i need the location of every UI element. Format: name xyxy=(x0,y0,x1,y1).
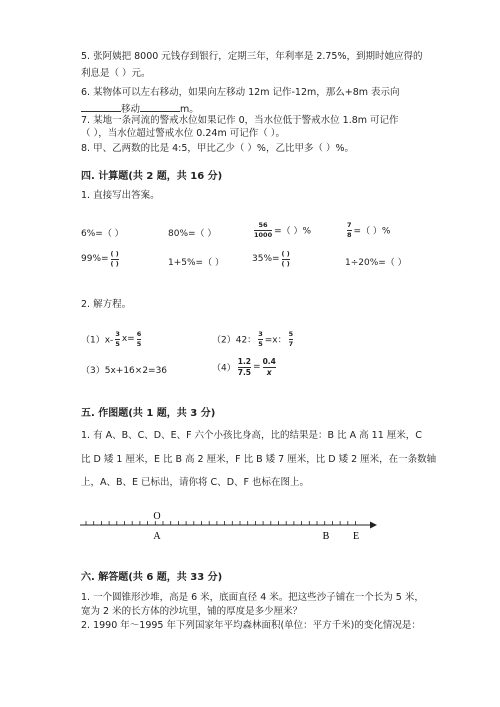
axis-label-E: E xyxy=(352,531,360,542)
calc-r1-c3: $\frac{56}{1000}$ =（ ）% xyxy=(254,221,312,239)
section6-q1-line2: 宽为 2 米的长方体的沙坑里，铺的厚度是多少厘米？ xyxy=(81,606,303,617)
calc-r2-c4: 1÷20%=（ ） xyxy=(345,258,407,268)
q6-blank-direction[interactable] xyxy=(81,111,121,112)
q6-move-label: 移动 xyxy=(121,104,141,115)
equation-3: （3）5x+16×2=36 xyxy=(81,366,168,376)
q5-line2: 利息是（ ）元。 xyxy=(81,68,151,79)
fraction-3-5: $\frac{3}{5}$ xyxy=(115,330,120,348)
axis-label-origin: O xyxy=(153,511,161,522)
q7-line1: 7. 某地一条河流的警戒水位如果记作 0，当水位低于警戒水位 1.8m 可记作 xyxy=(81,115,399,126)
calc-r2-c3: 35%= $\frac{( )}{( )}$ xyxy=(252,250,290,268)
fraction-56-1000: $\frac{56}{1000}$ xyxy=(254,221,273,239)
section5-title: 五. 作图题(共 1 题，共 3 分) xyxy=(81,408,216,419)
section4-q2: 2. 解方程。 xyxy=(81,299,132,310)
q7-line2: （ ），当水位超过警戒水位 0.24m 可记作（ ）。 xyxy=(81,128,285,139)
number-line-ticks xyxy=(86,521,356,525)
arrow-right-icon xyxy=(370,522,377,529)
fraction-6-5: $\frac{6}{5}$ xyxy=(136,330,142,348)
section4-title: 四. 计算题(共 2 题，共 16 分) xyxy=(81,171,223,182)
calc-r1-c4: $\frac{7}{8}$ =（ ）% xyxy=(347,221,391,239)
section6-q2: 2. 1990 年～1995 年下列国家年平均森林面积(单位：平方千米)的变化情况是： xyxy=(81,620,421,631)
fraction-0.4-x: $\frac{0.4}{x}$ xyxy=(262,357,276,377)
fraction-5-7: $\frac{5}{7}$ xyxy=(288,330,294,348)
q6-unit: m。 xyxy=(180,104,199,115)
fraction-3-5: $\frac{3}{5}$ xyxy=(258,330,263,348)
section5-q1-line3: 上，A、B、E 已标出，请你将 C、D、F 也标在图上。 xyxy=(81,477,309,488)
section4-q1: 1. 直接写出答案。 xyxy=(81,190,160,201)
fraction-blank: $\frac{( )}{( )}$ xyxy=(110,250,119,268)
section6-q1-line1: 1. 一个圆锥形沙堆，高是 6 米，底面直径 4 米。把这些沙子铺在一个长为 5 米， xyxy=(81,592,424,603)
calc-r2-c2: 1+5%=（ ） xyxy=(168,258,224,268)
calc-r2-c1: 99%= $\frac{( )}{( )}$ xyxy=(81,250,119,268)
axis-label-A: A xyxy=(153,531,161,542)
section6-title: 六. 解答题(共 6 题，共 33 分) xyxy=(81,572,223,583)
calc-r1-c1: 6%=（ ） xyxy=(81,229,124,239)
axis-label-B: B xyxy=(322,531,330,542)
equation-4: （4） $\frac{1.2}{7.5}$ = $\frac{0.4}{x}$ xyxy=(212,357,276,377)
number-line xyxy=(0,500,500,545)
fraction-blank: $\frac{( )}{( )}$ xyxy=(281,250,290,268)
q8-line: 8. 甲、乙两数的比是 4:5，甲比乙少（ ）%，乙比甲多（ ）%。 xyxy=(81,143,354,154)
equation-1: （1）x- $\frac{3}{5}$ x= $\frac{6}{5}$ xyxy=(81,330,142,348)
fraction-7-8: $\frac{7}{8}$ xyxy=(347,221,352,239)
section5-q1-line2: 比 D 矮 1 厘米，E 比 B 高 2 厘米，F 比 B 矮 7 厘米，比 D 矮 2 厘米，在一条数轴 xyxy=(81,454,437,465)
equation-2: （2）42： $\frac{3}{5}$ =x： $\frac{5}{7}$ xyxy=(212,330,294,348)
q6-line1: 6. 某物体可以左右移动，如果向左移动 12m 记作-12m，那么+8m 表示向 xyxy=(81,87,400,98)
q6-blank-distance[interactable] xyxy=(140,111,180,112)
q5-line1: 5. 张阿姨把 8000 元钱存到银行，定期三年，年利率是 2.75%，到期时她应得的 xyxy=(81,51,423,62)
section5-q1-line1: 1. 有 A、B、C、D、E、F 六个小孩比身高，比的结果是：B 比 A 高 11 厘米，C xyxy=(81,430,422,441)
calc-r1-c2: 80%=（ ） xyxy=(168,229,217,239)
fraction-1.2-7.5: $\frac{1.2}{7.5}$ xyxy=(237,357,252,377)
